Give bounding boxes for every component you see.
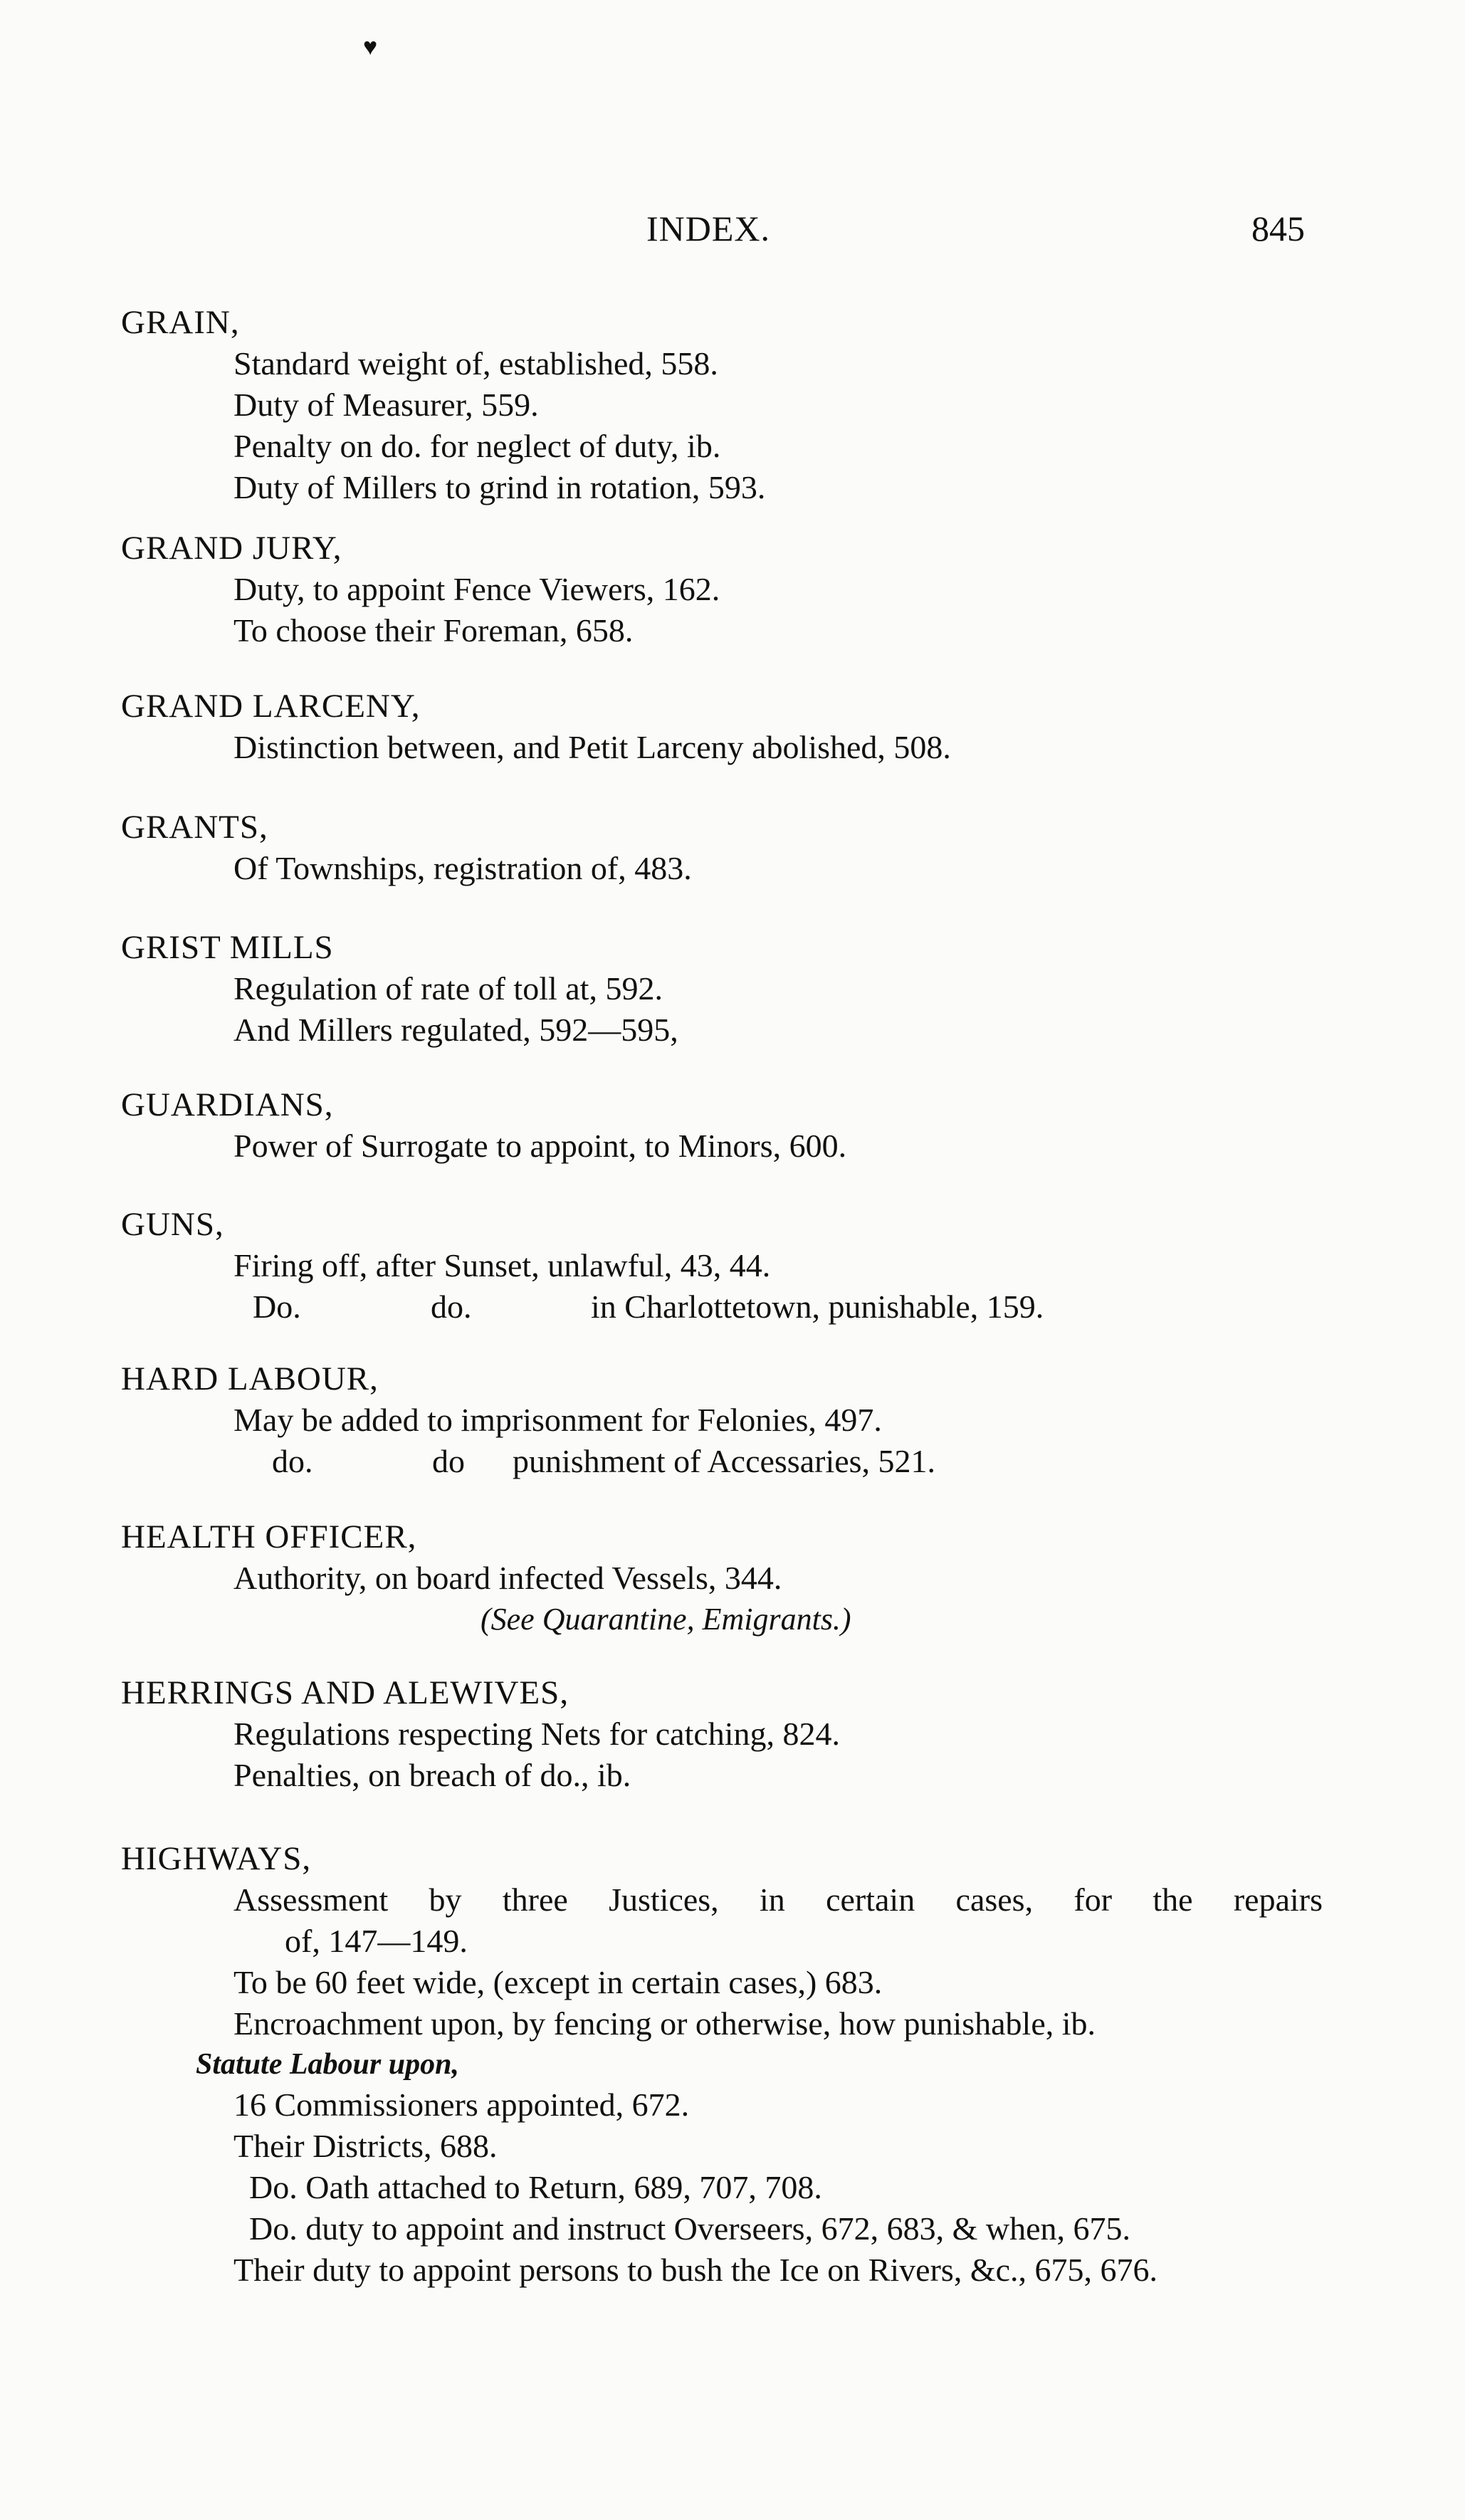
entry-line: Duty, to appoint Fence Viewers, 162. xyxy=(233,571,720,607)
entry-line xyxy=(121,1441,1331,1482)
entry-heading: GRAIN, xyxy=(121,304,240,341)
index-entry-grand-larceny xyxy=(121,686,1331,768)
entry-line: And Millers regulated, 592—595, xyxy=(233,1012,678,1048)
entry-line: Regulations respecting Nets for catching, 824. xyxy=(233,1716,841,1752)
entry-heading: HERRINGS AND ALEWIVES, xyxy=(121,1674,569,1711)
entry-line: Do. Oath attached to Return, 689, 707, 708. xyxy=(249,2169,822,2205)
page-number: 845 xyxy=(1251,209,1305,248)
entry-heading: HARD LABOUR, xyxy=(121,1360,379,1397)
entry-line xyxy=(121,1286,1331,1328)
index-entry-grain xyxy=(121,302,1331,508)
entry-line: Duty of Millers to grind in rotation, 593. xyxy=(233,469,766,505)
entry-line: Their duty to appoint persons to bush the Ice on Rivers, &c., 675, 676. xyxy=(233,2252,1158,2288)
index-entry-guns xyxy=(121,1204,1331,1328)
entry-line: Penalties, on breach of do., ib. xyxy=(233,1757,631,1793)
entry-line: To choose their Foreman, 658. xyxy=(233,612,634,649)
entry-line: Encroachment upon, by fencing or otherwise, how punishable, ib. xyxy=(233,2005,1096,2042)
entry-line-continuation: of, 147—149. xyxy=(285,1923,468,1959)
entry-line: Duty of Measurer, 559. xyxy=(233,387,539,423)
entry-line: Distinction between, and Petit Larceny abolished, 508. xyxy=(233,729,951,765)
entry-subheading: Statute Labour upon, xyxy=(196,2048,459,2081)
entry-line: Assessment by three Justices, in certain cases, for the repairs xyxy=(233,1881,1323,1918)
entry-line-text: in Charlottetown, punishable, 159. xyxy=(591,1288,1044,1325)
index-entry-grants xyxy=(121,807,1331,889)
entry-line: Penalty on do. for neglect of duty, ib. xyxy=(233,428,721,464)
index-entry-health-officer xyxy=(121,1516,1331,1640)
entry-line-text: punishment of Accessaries, 521. xyxy=(513,1443,936,1479)
entry-heading: GUNS, xyxy=(121,1206,224,1243)
entry-heading: GRAND LARCENY, xyxy=(121,688,421,725)
printer-mark: ♥ xyxy=(363,34,378,61)
entry-heading: GRANTS, xyxy=(121,809,268,846)
entry-line: Regulation of rate of toll at, 592. xyxy=(233,970,663,1007)
entry-line: Their Districts, 688. xyxy=(233,2128,498,2164)
page-title: INDEX. xyxy=(646,209,771,248)
index-entry-highways xyxy=(121,1838,1331,2291)
entry-line: Power of Surrogate to appoint, to Minors, 600. xyxy=(233,1128,847,1164)
entry-heading: GUARDIANS, xyxy=(121,1086,334,1123)
see-also-reference: (See Quarantine, Emigrants.) xyxy=(481,1602,851,1637)
index-entry-herrings-and-alewives xyxy=(121,1672,1331,1796)
index-entry-grand-jury xyxy=(121,527,1331,651)
ditto-mark: do xyxy=(432,1443,465,1479)
entry-line: Of Townships, registration of, 483. xyxy=(233,850,692,886)
ditto-mark: Do. xyxy=(253,1288,301,1325)
page-header xyxy=(0,208,1465,258)
entry-heading: GRIST MILLS xyxy=(121,929,334,966)
ditto-mark: do. xyxy=(431,1288,472,1325)
entry-heading: HEALTH OFFICER, xyxy=(121,1518,417,1555)
entry-heading: HIGHWAYS, xyxy=(121,1840,312,1877)
entry-line: May be added to imprisonment for Felonies, 497. xyxy=(233,1402,882,1438)
index-entry-grist-mills xyxy=(121,927,1331,1051)
entry-line: Standard weight of, established, 558. xyxy=(233,345,718,382)
entry-line: 16 Commissioners appointed, 672. xyxy=(233,2086,690,2123)
entry-line: Do. duty to appoint and instruct Overseers, 672, 683, & when, 675. xyxy=(249,2210,1130,2247)
entry-heading: GRAND JURY, xyxy=(121,530,342,567)
ditto-mark: do. xyxy=(272,1443,313,1479)
index-entry-guardians xyxy=(121,1084,1331,1167)
index-entry-hard-labour xyxy=(121,1358,1331,1482)
entry-line: Authority, on board infected Vessels, 344. xyxy=(233,1560,782,1596)
entry-line: Firing off, after Sunset, unlawful, 43, 44. xyxy=(233,1247,771,1283)
entry-line: To be 60 feet wide, (except in certain cases,) 683. xyxy=(233,1964,883,2000)
